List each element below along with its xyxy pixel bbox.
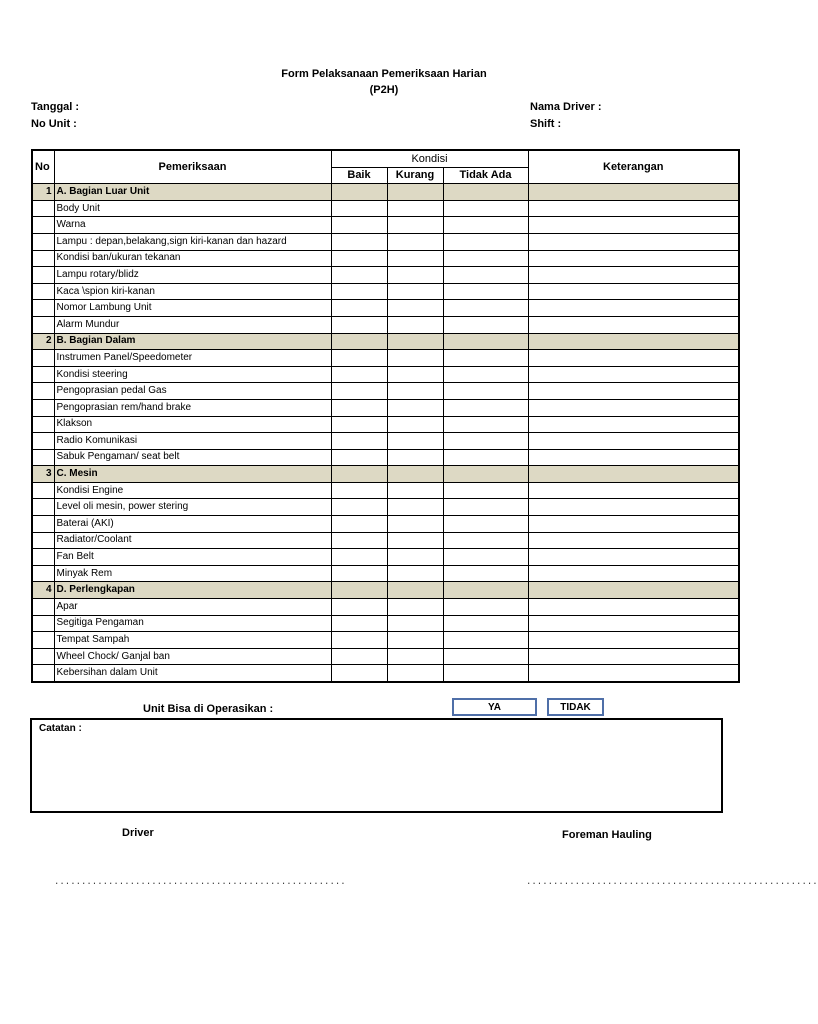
no-unit-label: No Unit : [31, 118, 77, 130]
item-label: Kondisi Engine [54, 482, 331, 499]
item-label: Level oli mesin, power stering [54, 499, 331, 516]
keterangan-cell[interactable] [528, 632, 739, 649]
row-number-cell [32, 217, 54, 234]
row-number-cell [32, 433, 54, 450]
keterangan-cell[interactable] [528, 383, 739, 400]
baik-cell[interactable] [331, 632, 387, 649]
baik-cell[interactable] [331, 516, 387, 533]
keterangan-cell[interactable] [528, 416, 739, 433]
kurang-cell[interactable] [387, 217, 443, 234]
tidak-ada-cell[interactable] [443, 267, 528, 284]
header-kondisi: Kondisi [331, 150, 528, 167]
row-number-cell [32, 399, 54, 416]
item-label: Nomor Lambung Unit [54, 300, 331, 317]
kurang-cell[interactable] [387, 632, 443, 649]
keterangan-cell[interactable] [528, 233, 739, 250]
table-row [32, 549, 739, 566]
section-cell [528, 184, 739, 201]
kurang-cell[interactable] [387, 532, 443, 549]
baik-cell[interactable] [331, 250, 387, 267]
item-label: Kaca \spion kiri-kanan [54, 283, 331, 300]
row-number-cell [32, 200, 54, 217]
section-cell [528, 582, 739, 599]
tidak-ada-cell[interactable] [443, 482, 528, 499]
item-label: Segitiga Pengaman [54, 615, 331, 632]
section-number: 3 [32, 466, 54, 483]
row-number-cell [32, 267, 54, 284]
baik-cell[interactable] [331, 482, 387, 499]
tidak-ada-cell[interactable] [443, 399, 528, 416]
table-row [32, 300, 739, 317]
row-number-cell [32, 565, 54, 582]
baik-cell[interactable] [331, 449, 387, 466]
item-label: Kondisi steering [54, 366, 331, 383]
tidak-ada-cell[interactable] [443, 316, 528, 333]
item-label: Minyak Rem [54, 565, 331, 582]
row-number-cell [32, 383, 54, 400]
baik-cell[interactable] [331, 648, 387, 665]
kurang-cell[interactable] [387, 200, 443, 217]
nama-driver-label: Nama Driver : [530, 101, 602, 113]
keterangan-cell[interactable] [528, 549, 739, 566]
row-number-cell [32, 482, 54, 499]
table-row [32, 316, 739, 333]
item-label: Alarm Mundur [54, 316, 331, 333]
table-row [32, 615, 739, 632]
tidak-ada-cell[interactable] [443, 449, 528, 466]
baik-cell[interactable] [331, 665, 387, 682]
kurang-cell[interactable] [387, 366, 443, 383]
section-cell [528, 333, 739, 350]
table-row [32, 366, 739, 383]
section-number: 4 [32, 582, 54, 599]
keterangan-cell[interactable] [528, 665, 739, 682]
section-cell [387, 333, 443, 350]
header-kurang: Kurang [387, 167, 443, 184]
baik-cell[interactable] [331, 532, 387, 549]
header-tidak-ada: Tidak Ada [443, 167, 528, 184]
tidak-ada-cell[interactable] [443, 648, 528, 665]
section-cell [331, 466, 387, 483]
table-row [32, 532, 739, 549]
tidak-ada-cell[interactable] [443, 499, 528, 516]
kurang-cell[interactable] [387, 565, 443, 582]
section-cell [443, 582, 528, 599]
keterangan-cell[interactable] [528, 565, 739, 582]
baik-cell[interactable] [331, 615, 387, 632]
row-number-cell [32, 300, 54, 317]
tidak-ada-cell[interactable] [443, 200, 528, 217]
baik-cell[interactable] [331, 416, 387, 433]
row-number-cell [32, 350, 54, 367]
tanggal-label: Tanggal : [31, 101, 80, 113]
row-number-cell [32, 416, 54, 433]
item-label: Sabuk Pengaman/ seat belt [54, 449, 331, 466]
section-row [32, 184, 739, 201]
keterangan-cell[interactable] [528, 532, 739, 549]
section-cell [443, 184, 528, 201]
row-number-cell [32, 632, 54, 649]
section-cell [331, 184, 387, 201]
row-number-cell [32, 283, 54, 300]
kurang-cell[interactable] [387, 267, 443, 284]
table-row [32, 565, 739, 582]
keterangan-cell[interactable] [528, 200, 739, 217]
section-cell [443, 333, 528, 350]
baik-cell[interactable] [331, 599, 387, 616]
keterangan-cell[interactable] [528, 366, 739, 383]
table-row [32, 665, 739, 682]
section-title: D. Perlengkapan [54, 582, 331, 599]
keterangan-cell[interactable] [528, 482, 739, 499]
baik-cell[interactable] [331, 300, 387, 317]
tidak-ada-cell[interactable] [443, 549, 528, 566]
baik-cell[interactable] [331, 233, 387, 250]
header-pemeriksaan: Pemeriksaan [54, 150, 331, 184]
tidak-ada-cell[interactable] [443, 665, 528, 682]
tidak-ada-cell[interactable] [443, 217, 528, 234]
row-number-cell [32, 516, 54, 533]
kurang-cell[interactable] [387, 233, 443, 250]
section-cell [443, 466, 528, 483]
table-row [32, 217, 739, 234]
row-number-cell [32, 599, 54, 616]
section-row [32, 466, 739, 483]
table-body [32, 184, 739, 682]
keterangan-cell[interactable] [528, 648, 739, 665]
kurang-cell[interactable] [387, 399, 443, 416]
keterangan-cell[interactable] [528, 399, 739, 416]
baik-cell[interactable] [331, 267, 387, 284]
item-label: Pengoprasian rem/hand brake [54, 399, 331, 416]
item-label: Fan Belt [54, 549, 331, 566]
item-label: Instrumen Panel/Speedometer [54, 350, 331, 367]
kurang-cell[interactable] [387, 433, 443, 450]
ya-button[interactable]: YA [452, 698, 537, 716]
item-label: Warna [54, 217, 331, 234]
tidak-ada-cell[interactable] [443, 433, 528, 450]
keterangan-cell[interactable] [528, 433, 739, 450]
catatan-label: Catatan : [39, 723, 82, 734]
baik-cell[interactable] [331, 217, 387, 234]
item-label: Radio Komunikasi [54, 433, 331, 450]
row-number-cell [32, 316, 54, 333]
header-baik: Baik [331, 167, 387, 184]
row-number-cell [32, 233, 54, 250]
section-cell [331, 582, 387, 599]
item-label: Tempat Sampah [54, 632, 331, 649]
row-number-cell [32, 250, 54, 267]
kurang-cell[interactable] [387, 283, 443, 300]
section-title: C. Mesin [54, 466, 331, 483]
keterangan-cell[interactable] [528, 449, 739, 466]
table-row [32, 399, 739, 416]
row-number-cell [32, 366, 54, 383]
baik-cell[interactable] [331, 499, 387, 516]
tidak-ada-cell[interactable] [443, 632, 528, 649]
baik-cell[interactable] [331, 283, 387, 300]
driver-signature-label: Driver [122, 827, 154, 839]
baik-cell[interactable] [331, 366, 387, 383]
keterangan-cell[interactable] [528, 615, 739, 632]
keterangan-cell[interactable] [528, 217, 739, 234]
tidak-ada-cell[interactable] [443, 383, 528, 400]
keterangan-cell[interactable] [528, 516, 739, 533]
kurang-cell[interactable] [387, 383, 443, 400]
item-label: Pengoprasian pedal Gas [54, 383, 331, 400]
item-label: Apar [54, 599, 331, 616]
row-number-cell [32, 549, 54, 566]
table-row [32, 383, 739, 400]
keterangan-cell[interactable] [528, 300, 739, 317]
kurang-cell[interactable] [387, 516, 443, 533]
foreman-signature-line: ...................................................... [526, 877, 818, 887]
table-row [32, 482, 739, 499]
foreman-signature-label: Foreman Hauling [562, 829, 652, 841]
inspection-table [31, 149, 740, 683]
item-label: Kondisi ban/ukuran tekanan [54, 250, 331, 267]
baik-cell[interactable] [331, 383, 387, 400]
keterangan-cell[interactable] [528, 599, 739, 616]
table-row [32, 632, 739, 649]
section-cell [528, 466, 739, 483]
kurang-cell[interactable] [387, 615, 443, 632]
section-number: 1 [32, 184, 54, 201]
section-cell [387, 582, 443, 599]
section-title: A. Bagian Luar Unit [54, 184, 331, 201]
item-label: Kebersihan dalam Unit [54, 665, 331, 682]
table-row [32, 233, 739, 250]
tidak-ada-cell[interactable] [443, 565, 528, 582]
kurang-cell[interactable] [387, 250, 443, 267]
row-number-cell [32, 499, 54, 516]
table-row [32, 449, 739, 466]
tidak-ada-cell[interactable] [443, 516, 528, 533]
row-number-cell [32, 532, 54, 549]
table-row [32, 499, 739, 516]
table-row [32, 416, 739, 433]
section-row [32, 333, 739, 350]
baik-cell[interactable] [331, 200, 387, 217]
item-label: Body Unit [54, 200, 331, 217]
table-row [32, 250, 739, 267]
catatan-box[interactable] [30, 718, 723, 813]
table-row [32, 350, 739, 367]
keterangan-cell[interactable] [528, 316, 739, 333]
kurang-cell[interactable] [387, 648, 443, 665]
table-row [32, 599, 739, 616]
operasi-label: Unit Bisa di Operasikan : [143, 703, 274, 715]
driver-signature-line: ...................................................... [54, 877, 346, 887]
row-number-cell [32, 648, 54, 665]
tidak-button[interactable]: TIDAK [547, 698, 604, 716]
kurang-cell[interactable] [387, 549, 443, 566]
keterangan-cell[interactable] [528, 499, 739, 516]
kurang-cell[interactable] [387, 350, 443, 367]
header-no: No [32, 150, 54, 184]
shift-label: Shift : [530, 118, 562, 130]
item-label: Radiator/Coolant [54, 532, 331, 549]
table-row [32, 267, 739, 284]
tidak-ada-cell[interactable] [443, 283, 528, 300]
kurang-cell[interactable] [387, 316, 443, 333]
kurang-cell[interactable] [387, 449, 443, 466]
tidak-ada-cell[interactable] [443, 300, 528, 317]
tidak-ada-cell[interactable] [443, 366, 528, 383]
table-row [32, 200, 739, 217]
section-title: B. Bagian Dalam [54, 333, 331, 350]
row-number-cell [32, 449, 54, 466]
tidak-ada-cell[interactable] [443, 233, 528, 250]
tidak-ada-cell[interactable] [443, 615, 528, 632]
tidak-ada-cell[interactable] [443, 350, 528, 367]
keterangan-cell[interactable] [528, 283, 739, 300]
table-row [32, 516, 739, 533]
table-row [32, 648, 739, 665]
row-number-cell [32, 615, 54, 632]
kurang-cell[interactable] [387, 665, 443, 682]
keterangan-cell[interactable] [528, 250, 739, 267]
item-label: Lampu : depan,belakang,sign kiri-kanan dan hazard [54, 233, 331, 250]
section-row [32, 582, 739, 599]
keterangan-cell[interactable] [528, 267, 739, 284]
baik-cell[interactable] [331, 399, 387, 416]
kurang-cell[interactable] [387, 482, 443, 499]
row-number-cell [32, 665, 54, 682]
kurang-cell[interactable] [387, 499, 443, 516]
form-subtitle: (P2H) [369, 84, 399, 96]
item-label: Lampu rotary/blidz [54, 267, 331, 284]
baik-cell[interactable] [331, 565, 387, 582]
section-cell [387, 466, 443, 483]
section-cell [331, 333, 387, 350]
baik-cell[interactable] [331, 433, 387, 450]
item-label: Wheel Chock/ Ganjal ban [54, 648, 331, 665]
kurang-cell[interactable] [387, 599, 443, 616]
header-keterangan: Keterangan [528, 150, 739, 184]
baik-cell[interactable] [331, 549, 387, 566]
section-number: 2 [32, 333, 54, 350]
tidak-ada-cell[interactable] [443, 250, 528, 267]
item-label: Klakson [54, 416, 331, 433]
item-label: Baterai (AKI) [54, 516, 331, 533]
baik-cell[interactable] [331, 350, 387, 367]
section-cell [387, 184, 443, 201]
kurang-cell[interactable] [387, 300, 443, 317]
kurang-cell[interactable] [387, 416, 443, 433]
baik-cell[interactable] [331, 316, 387, 333]
tidak-ada-cell[interactable] [443, 532, 528, 549]
tidak-ada-cell[interactable] [443, 416, 528, 433]
table-row [32, 283, 739, 300]
form-title: Form Pelaksanaan Pemeriksaan Harian [281, 68, 487, 80]
keterangan-cell[interactable] [528, 350, 739, 367]
tidak-ada-cell[interactable] [443, 599, 528, 616]
table-row [32, 433, 739, 450]
